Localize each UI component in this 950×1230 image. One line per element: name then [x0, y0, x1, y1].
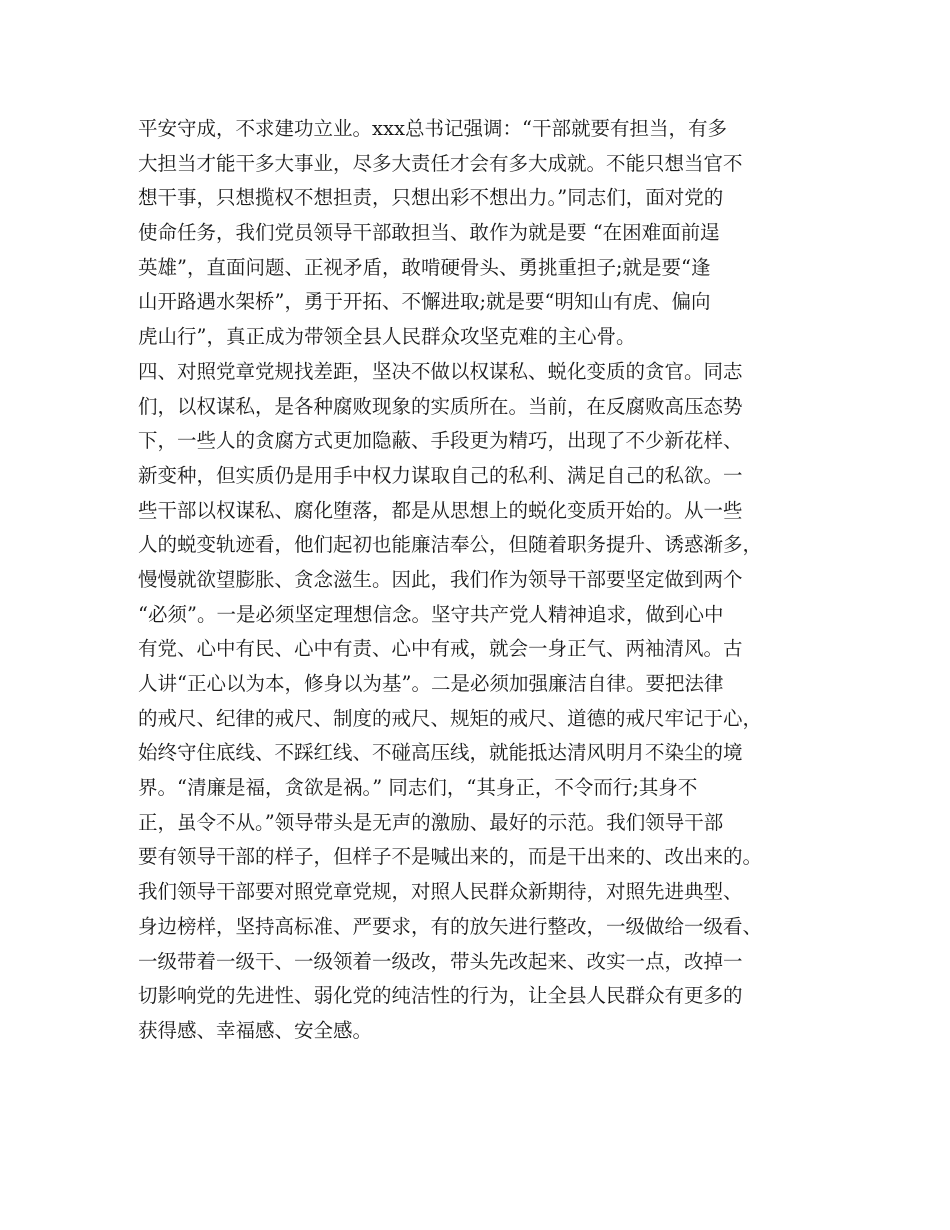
text-line: 想干事，只想揽权不想担责，只想出彩不想出力。”同志们，面对党的: [138, 186, 724, 210]
text-line: 的戒尺、纪律的戒尺、制度的戒尺、规矩的戒尺、道德的戒尺牢记于心，: [138, 706, 763, 730]
text-line: 新变种，但实质仍是用手中权力谋取自己的私利、满足自己的私欲。一: [138, 463, 743, 487]
section-four-heading-line: 四、对照党章党规找差距，坚决不做以权谋私、蜕化变质的贪官。同志: [138, 359, 743, 383]
text-line: 英雄”，直面问题、正视矛盾，敢啃硬骨头、勇挑重担子;就是要“逢: [138, 255, 711, 279]
body-text: [138, 112, 828, 1049]
text-line: 些干部以权谋私、腐化堕落，都是从思想上的蜕化变质开始的。从一些: [138, 498, 743, 522]
text-line: 身边榜样，坚持高标准、严要求，有的放矢进行整改，一级做给一级看、: [138, 914, 763, 938]
text-line: 人的蜕变轨迹看，他们起初也能廉洁奉公，但随着职务提升、诱惑渐多，: [138, 533, 763, 557]
text-line: 使命任务，我们党员领导干部敢担当、敢作为就是要 “在困难面前逞: [138, 221, 720, 245]
text-line: 平安守成，不求建功立业。xxx总书记强调：“干部就要有担当，有多: [138, 117, 727, 140]
text-line: 一级带着一级干、一级领着一级改，带头先改起来、改实一点，改掉一: [138, 949, 743, 973]
text-line: 界。“清廉是福，贪欲是祸。” 同志们，“其身正，不令而行;其身不: [138, 776, 698, 800]
text-line: 大担当才能干多大事业，尽多大责任才会有多大成就。不能只想当官不: [138, 151, 743, 175]
text-line: 有党、心中有民、心中有责、心中有戒，就会一身正气、两袖清风。古: [138, 637, 743, 661]
text-line: 获得感、幸福感、安全感。: [138, 1018, 373, 1042]
text-line: 我们领导干部要对照党章党规，对照人民群众新期待，对照先进典型、: [138, 880, 743, 904]
text-line: 山开路遇水架桥”，勇于开拓、不懈进取;就是要“明知山有虎、偏向: [138, 290, 711, 314]
text-line: 正，虽令不从。”领导带头是无声的激励、最好的示范。我们领导干部: [138, 810, 724, 834]
text-line: 们，以权谋私，是各种腐败现象的实质所在。当前，在反腐败高压态势: [138, 394, 743, 418]
text-line: “必须”。一是必须坚定理想信念。坚守共产党人精神追求，做到心中: [138, 602, 724, 626]
text-line: 人讲“正心以为本，修身以为基”。二是必须加强廉洁自律。要把法律: [138, 672, 724, 695]
text-line: 要有领导干部的样子，但样子不是喊出来的，而是干出来的、改出来的。: [138, 845, 763, 869]
text-line: 慢慢就欲望膨胀、贪念滋生。因此，我们作为领导干部要坚定做到两个: [138, 567, 743, 591]
text-line: 始终守住底线、不踩红线、不碰高压线，就能抵达清风明月不染尘的境: [138, 741, 743, 765]
text-line: 下，一些人的贪腐方式更加隐蔽、手段更为精巧，出现了不少新花样、: [138, 429, 743, 453]
text-line: 切影响党的先进性、弱化党的纯洁性的行为，让全县人民群众有更多的: [138, 984, 743, 1008]
text-line: 虎山行”，真正成为带领全县人民群众攻坚克难的主心骨。: [138, 325, 636, 349]
